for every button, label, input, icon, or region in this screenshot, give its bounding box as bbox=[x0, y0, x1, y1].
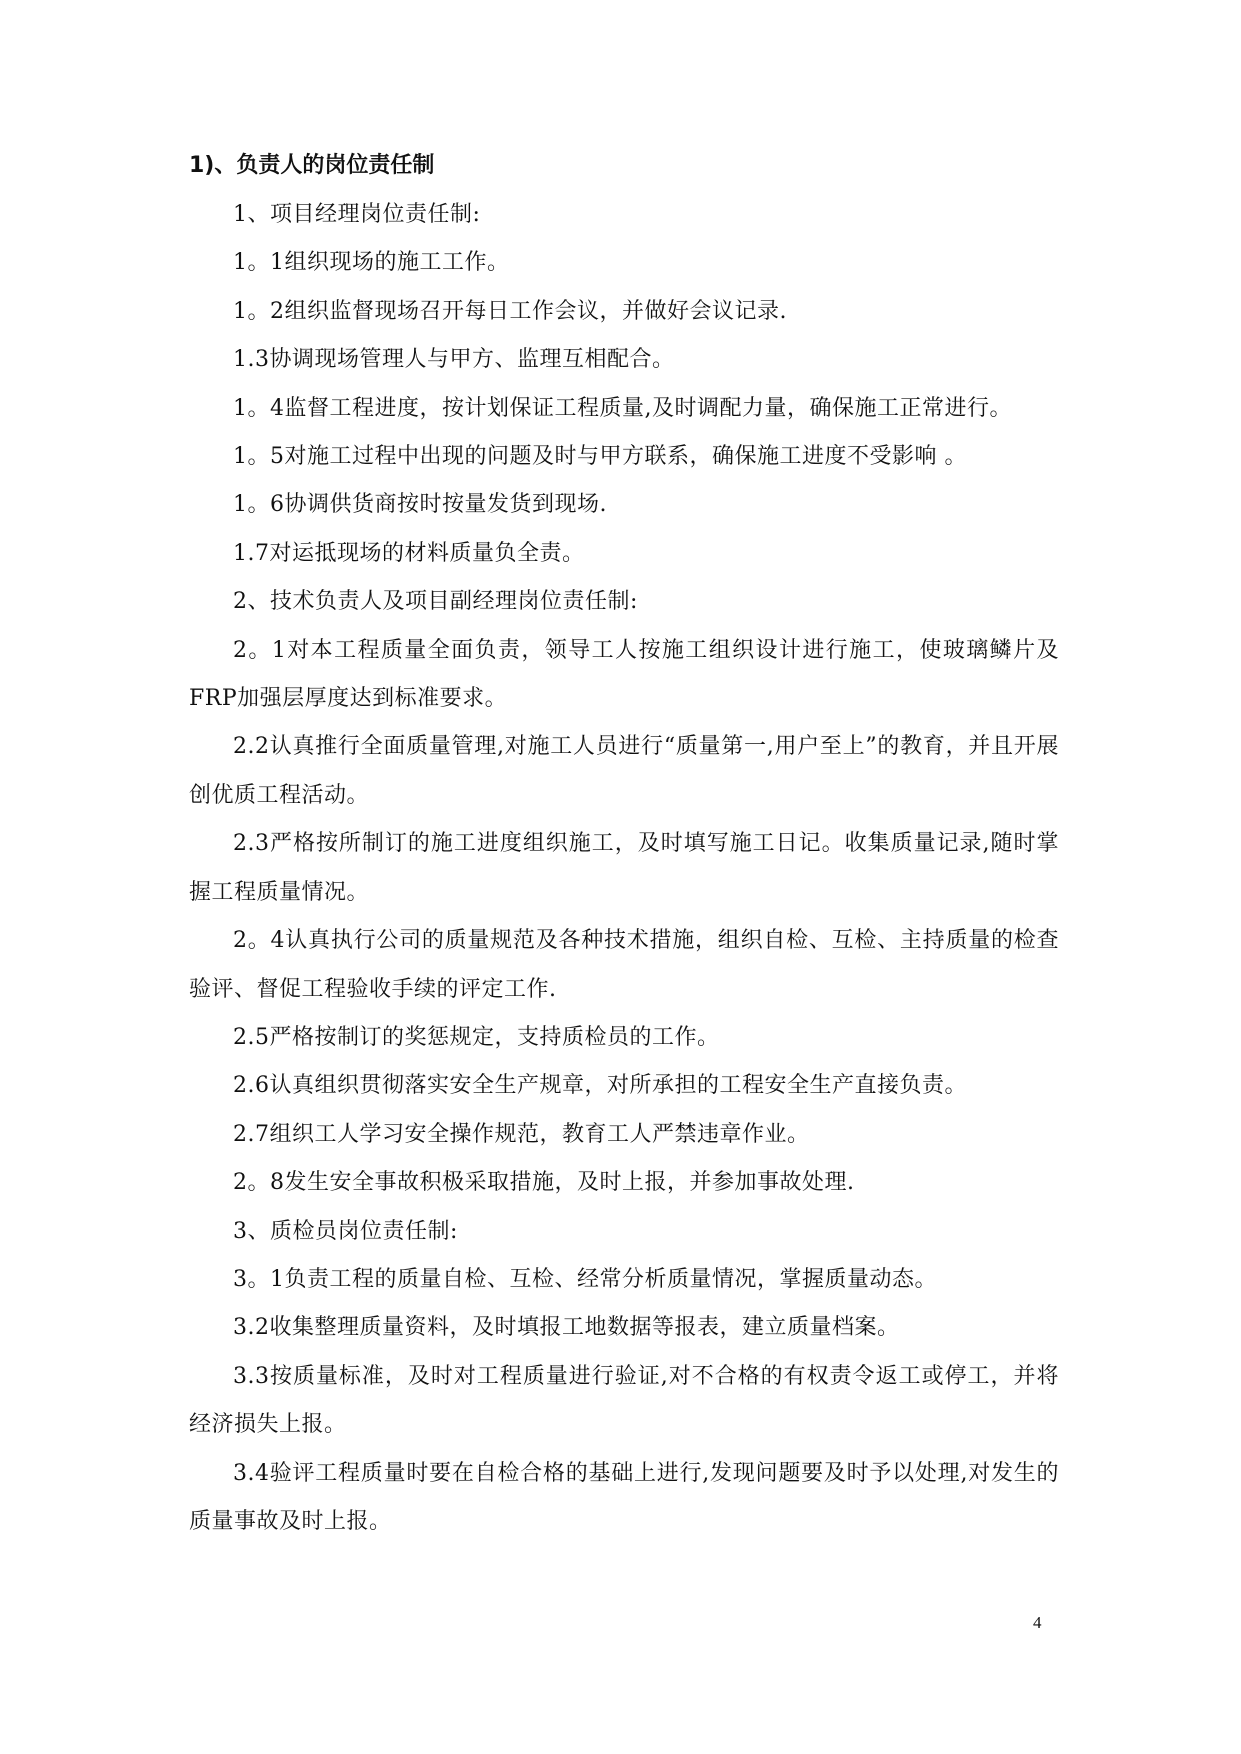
paragraph-3-2: 3.2收集整理质量资料，及时填报工地数据等报表，建立质量档案。 bbox=[233, 1315, 900, 1341]
paragraph-1-2: 1。2组织监督现场召开每日工作会议，并做好会议记录. bbox=[233, 298, 787, 324]
paragraph-3-3: 3.3按质量标准，及时对工程质量进行验证,对不合格的有权责令返工或停工，并将经济损失上报。 bbox=[189, 1363, 1059, 1438]
paragraph-2-6: 2.6认真组织贯彻落实安全生产规章，对所承担的工程安全生产直接负责。 bbox=[233, 1073, 967, 1099]
paragraph-1-7: 1.7对运抵现场的材料质量负全责。 bbox=[233, 540, 585, 566]
paragraph-2-4: 2。4认真执行公司的质量规范及各种技术措施，组织自检、互检、主持质量的检查验评、督促工程验收手续的评定工作. bbox=[189, 928, 1059, 1002]
paragraph-3-4: 3.4验评工程质量时要在自检合格的基础上进行,发现问题要及时予以处理,对发生的质量事故及时上报。 bbox=[189, 1460, 1059, 1534]
paragraph-2-2: 2.2认真推行全面质量管理,对施工人员进行“质量第一,用户至上”的教育，并且开展创优质工程活动。 bbox=[189, 734, 1059, 808]
section-heading: 1)、负责人的岗位责任制 bbox=[189, 153, 435, 178]
paragraph-2: 2、技术负责人及项目副经理岗位责任制: bbox=[233, 589, 638, 615]
paragraph-1-6: 1。6协调供货商按时按量发货到现场. bbox=[233, 492, 607, 518]
paragraph-2-7: 2.7组织工人学习安全操作规范，教育工人严禁违章作业。 bbox=[233, 1121, 810, 1147]
paragraph-3-1: 3。1负责工程的质量自检、互检、经常分析质量情况，掌握质量动态。 bbox=[233, 1266, 937, 1292]
paragraph-2-8: 2。8发生安全事故积极采取措施，及时上报，并参加事故处理. bbox=[233, 1170, 855, 1196]
paragraph-1-5: 1。5对施工过程中出现的问题及时与甲方联系，确保施工进度不受影响 。 bbox=[233, 444, 967, 470]
paragraph-1-1: 1。1组织现场的施工工作。 bbox=[233, 250, 510, 276]
paragraph-2-5: 2.5严格按制订的奖惩规定，支持质检员的工作。 bbox=[233, 1024, 720, 1050]
page-body bbox=[189, 143, 1059, 1546]
paragraph-2-1: 2。1对本工程质量全面负责，领导工人按施工组织设计进行施工，使玻璃鳞片及FRP加强层厚度达到标准要求。 bbox=[189, 637, 1059, 712]
page-number: 4 bbox=[1033, 1613, 1042, 1632]
paragraph-1-3: 1.3协调现场管理人与甲方、监理互相配合。 bbox=[233, 347, 675, 373]
paragraph-1: 1、项目经理岗位责任制: bbox=[233, 202, 481, 227]
paragraph-1-4: 1。4监督工程进度，按计划保证工程质量,及时调配力量，确保施工正常进行。 bbox=[233, 395, 1012, 421]
paragraph-2-3: 2.3严格按所制订的施工进度组织施工，及时填写施工日记。收集质量记录,随时掌握工程质量情况。 bbox=[189, 831, 1059, 905]
paragraph-3: 3、质检员岗位责任制: bbox=[233, 1218, 458, 1244]
